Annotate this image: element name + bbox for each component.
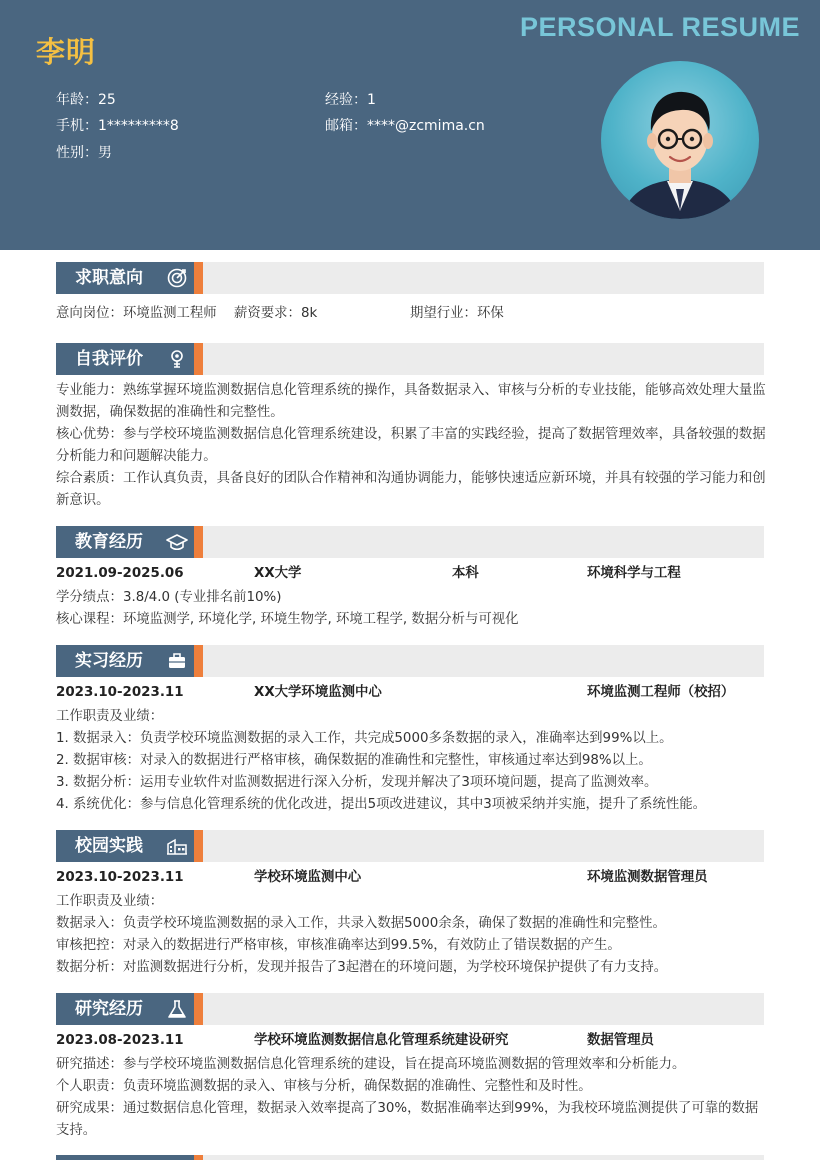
section-title-research: 研究经历 — [56, 993, 194, 1025]
next-section-title-bar — [56, 1155, 194, 1160]
self-eval-quality: 综合素质：工作认真负责，具备良好的团队合作精神和沟通协调能力，能够快速适应新环境，并具有较强的学习能力和创新意识。 — [56, 471, 766, 508]
internship-period: 2023.10-2023.11 — [56, 685, 184, 700]
section-header-campus — [56, 830, 764, 862]
target-icon — [166, 267, 188, 289]
internship-org: XX大学环境监测中心 — [254, 685, 382, 700]
section-accent — [194, 645, 203, 677]
section-header-self-eval — [56, 343, 764, 375]
experience-field: 经验：1 — [325, 92, 376, 108]
intention-industry: 期望行业：环保 — [410, 306, 504, 321]
intention-position: 意向岗位：环境监测工程师 — [56, 306, 217, 321]
campus-role: 环境监测数据管理员 — [587, 870, 708, 885]
section-title-internship: 实习经历 — [56, 645, 194, 677]
section-accent — [194, 262, 203, 294]
section-accent — [194, 830, 203, 862]
education-school: XX大学 — [254, 566, 302, 581]
next-section-strip — [56, 1155, 764, 1160]
campus-period: 2023.10-2023.11 — [56, 870, 184, 885]
section-header-internship — [56, 645, 764, 677]
campus-item: 审核把控：对录入的数据进行严格审核，审核准确率达到99.5%，有效防止了错误数据的产生。 — [56, 938, 621, 953]
internship-item: 1. 数据录入：负责学校环境监测数据的录入工作，共完成5000多条数据的录入，准确率达到99%以上。 — [56, 731, 673, 746]
age-field: 年龄：25 — [56, 92, 116, 108]
candidate-name: 李明 — [36, 35, 97, 69]
section-title-self-eval: 自我评价 — [56, 343, 194, 375]
research-result: 研究成果：通过数据信息化管理，数据录入效率提高了30%，数据准确率达到99%，为我校环境监测提供了可靠的数据支持。 — [56, 1101, 759, 1138]
internship-item: 2. 数据审核：对录入的数据进行严格审核，确保数据的准确性和完整性，审核通过率达到98%以上。 — [56, 753, 652, 768]
education-gpa: 学分绩点：3.8/4.0 (专业排名前10%) — [56, 590, 282, 605]
internship-row — [56, 682, 766, 704]
section-accent — [194, 343, 203, 375]
education-row — [56, 563, 766, 585]
education-degree: 本科 — [452, 566, 479, 581]
research-project: 学校环境监测数据信息化管理系统建设研究 — [254, 1033, 509, 1048]
section-header-education — [56, 526, 764, 558]
avatar-photo — [601, 61, 759, 219]
section-header-intention — [56, 262, 764, 294]
resume-header — [0, 0, 820, 250]
intention-salary: 薪资要求：8k — [234, 306, 318, 321]
research-description: 研究描述：参与学校环境监测数据信息化管理系统的建设，旨在提高环境监测数据的管理效率和分析能力。 — [56, 1057, 686, 1072]
graduation-cap-icon — [166, 531, 188, 553]
section-accent — [194, 526, 203, 558]
section-accent — [194, 1155, 203, 1160]
campus-duties-label: 工作职责及业绩： — [56, 894, 164, 909]
internship-role: 环境监测工程师（校招） — [587, 685, 735, 700]
research-row — [56, 1030, 766, 1052]
campus-org: 学校环境监测中心 — [254, 870, 362, 885]
education-courses: 核心课程：环境监测学, 环境化学, 环境生物学, 环境工程学, 数据分析与可视化 — [56, 612, 519, 627]
education-major: 环境科学与工程 — [587, 566, 681, 581]
briefcase-icon — [166, 650, 188, 672]
self-eval-strength: 核心优势：参与学校环境监测数据信息化管理系统建设，积累了丰富的实践经验，提高了数据管理效率，具备较强的数据分析能力和问题解决能力。 — [56, 427, 766, 464]
internship-duties-label: 工作职责及业绩： — [56, 709, 164, 724]
phone-field: 手机：1*********8 — [56, 118, 179, 134]
section-header-research — [56, 993, 764, 1025]
research-period: 2023.08-2023.11 — [56, 1033, 184, 1048]
section-accent — [194, 993, 203, 1025]
section-title-education: 教育经历 — [56, 526, 194, 558]
section-title-intention: 求职意向 — [56, 262, 194, 294]
flask-icon — [166, 998, 188, 1020]
email-field: 邮箱：****@zcmima.cn — [325, 118, 485, 134]
research-role: 数据管理员 — [587, 1033, 654, 1048]
self-eval-skill: 专业能力：熟练掌握环境监测数据信息化管理系统的操作，具备数据录入、审核与分析的专业技能，能够高效处理大量监测数据，确保数据的准确性和完整性。 — [56, 383, 766, 420]
section-title-campus: 校园实践 — [56, 830, 194, 862]
education-period: 2021.09-2025.06 — [56, 566, 184, 581]
award-icon — [166, 348, 188, 370]
internship-item: 4. 系统优化：参与信息化管理系统的优化改进，提出5项改进建议，其中3项被采纳并实施，提升了系统性能。 — [56, 797, 707, 812]
internship-item: 3. 数据分析：运用专业软件对监测数据进行深入分析，发现并解决了3项环境问题，提高了监测效率。 — [56, 775, 658, 790]
building-icon — [166, 835, 188, 857]
campus-item: 数据录入：负责学校环境监测数据的录入工作，共录入数据5000余条，确保了数据的准确性和完整性。 — [56, 916, 666, 931]
campus-row — [56, 867, 766, 889]
gender-field: 性别：男 — [56, 145, 112, 161]
campus-item: 数据分析：对监测数据进行分析，发现并报告了3起潜在的环境问题，为学校环境保护提供了有力支持。 — [56, 960, 668, 975]
intention-row — [56, 303, 766, 325]
research-duty: 个人职责：负责环境监测数据的录入、审核与分析，确保数据的准确性、完整性和及时性。 — [56, 1079, 592, 1094]
resume-title: PERSONAL RESUME — [519, 12, 800, 42]
